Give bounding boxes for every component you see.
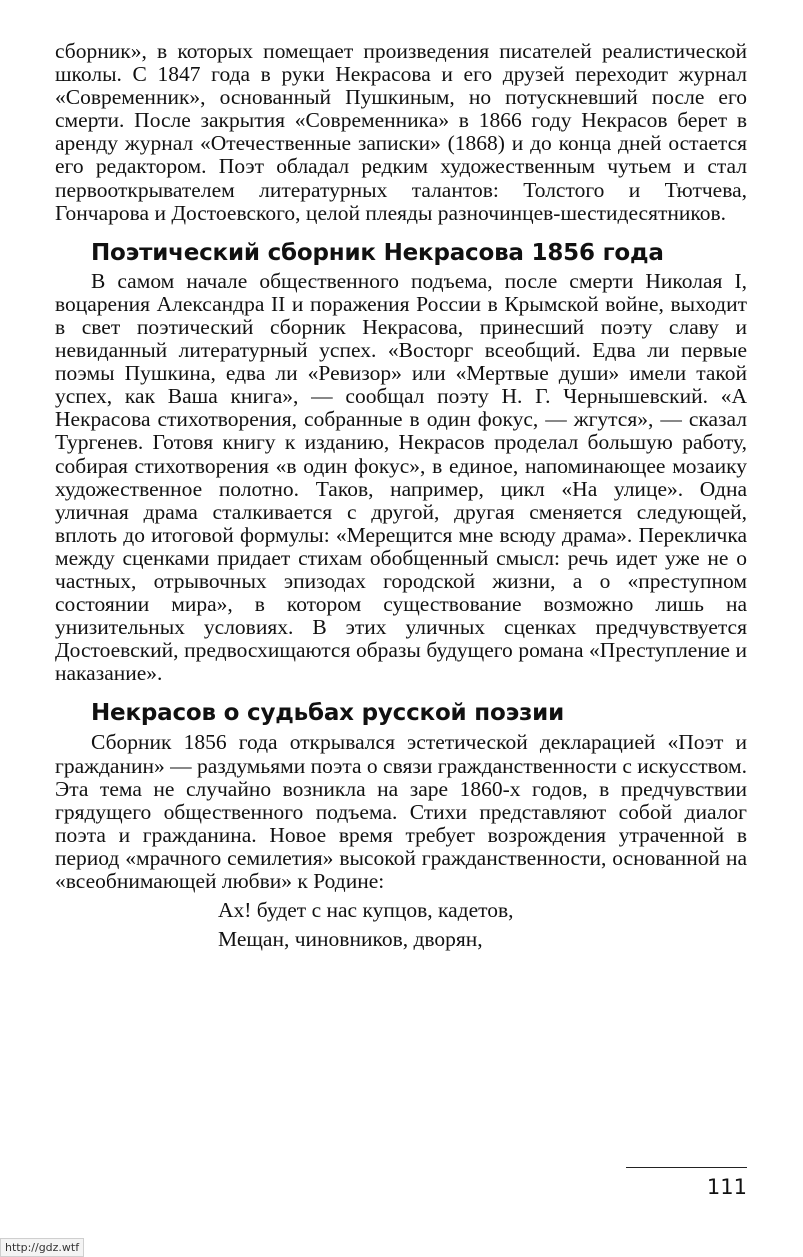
section-poetry-paragraph: Сборник 1856 года открывался эстетической декларацией «Поэт и гражданин» — раздумьями поэта о связи гражданственности с искусством. Эта тема не случайно возникла на заре 1860-х годов, в предчувствии грядущего общественного подъема. Стихи представляют собой диалог поэта и гражданина. Новое время требует возрождения утраченной в период «мрачного семилетия» высокой гражданственности, основанной на «всеобнимающей любви» к Родине: <box>55 730 747 893</box>
poem-line: Ах! будет с нас купцов, кадетов, <box>218 898 514 923</box>
footer-rule <box>626 1167 747 1168</box>
section-1856-paragraph: В самом начале общественного подъема, после смерти Николая I, воцарения Александра II и поражения России в Крымской войне, выходит в свет поэтический сборник Некрасова, принесший поэту славу и невиданный литературный успех. «Восторг всеобщий. Едва ли первые поэмы Пушкина, едва ли «Ревизор» или «Мертвые души» имели такой успех, как Ваша книга», — сообщал поэту Н. Г. Чернышевский. «А Некрасова стихотворения, собранные в один фокус, — жгутся», — сказал Тургенев. Готовя книгу к изданию, Некрасов проделал большую работу, собирая стихотворения «в один фокус», в единое, напоминающее мозаику художественное полотно. Таков, например, цикл «На улице». Одна уличная драма сталкивается с другой, другая сменяется следующей, вплоть до итоговой формулы: «Мерещится мне всюду драма». Перекличка между сценками придает стихам обобщенный смысл: речь идет уже не о частных, отрывочных эпизодах городской жизни, а о «преступном состоянии мира», в котором существование возможно лишь на унизительных условиях. В этих уличных сценках предчувствуется Достоевский, предвосхищаются образы будущего романа «Преступление и наказание». <box>55 268 747 686</box>
page-body <box>55 40 747 954</box>
poem-line: Мещан, чиновников, дворян, <box>218 927 483 952</box>
page-number: 111 <box>706 1175 747 1199</box>
poem-quote <box>55 896 747 954</box>
intro-paragraph: сборник», в которых помещает произведения писателей реалистической школы. С 1847 года в руки Некрасова и его друзей переходит журнал «Современник», основанный Пушкиным, но потускневший после его смерти. После закрытия «Современника» в 1866 году Некрасов берет в аренду журнал «Отечественные записки» (1868) и до конца дней остается его редактором. Поэт обладал редким художественным чутьем и стал первооткрывателем литературных талантов: Толстого и Тютчева, Гончарова и Достоевского, целой плеяды разночинцев-шестидесятников. <box>55 39 747 225</box>
watermark-link[interactable]: http://gdz.wtf <box>0 1238 84 1257</box>
section-heading-russian-poetry: Некрасов о судьбах русской поэзии <box>91 700 564 727</box>
section-heading-1856-collection: Поэтический сборник Некрасова 1856 года <box>91 239 664 266</box>
